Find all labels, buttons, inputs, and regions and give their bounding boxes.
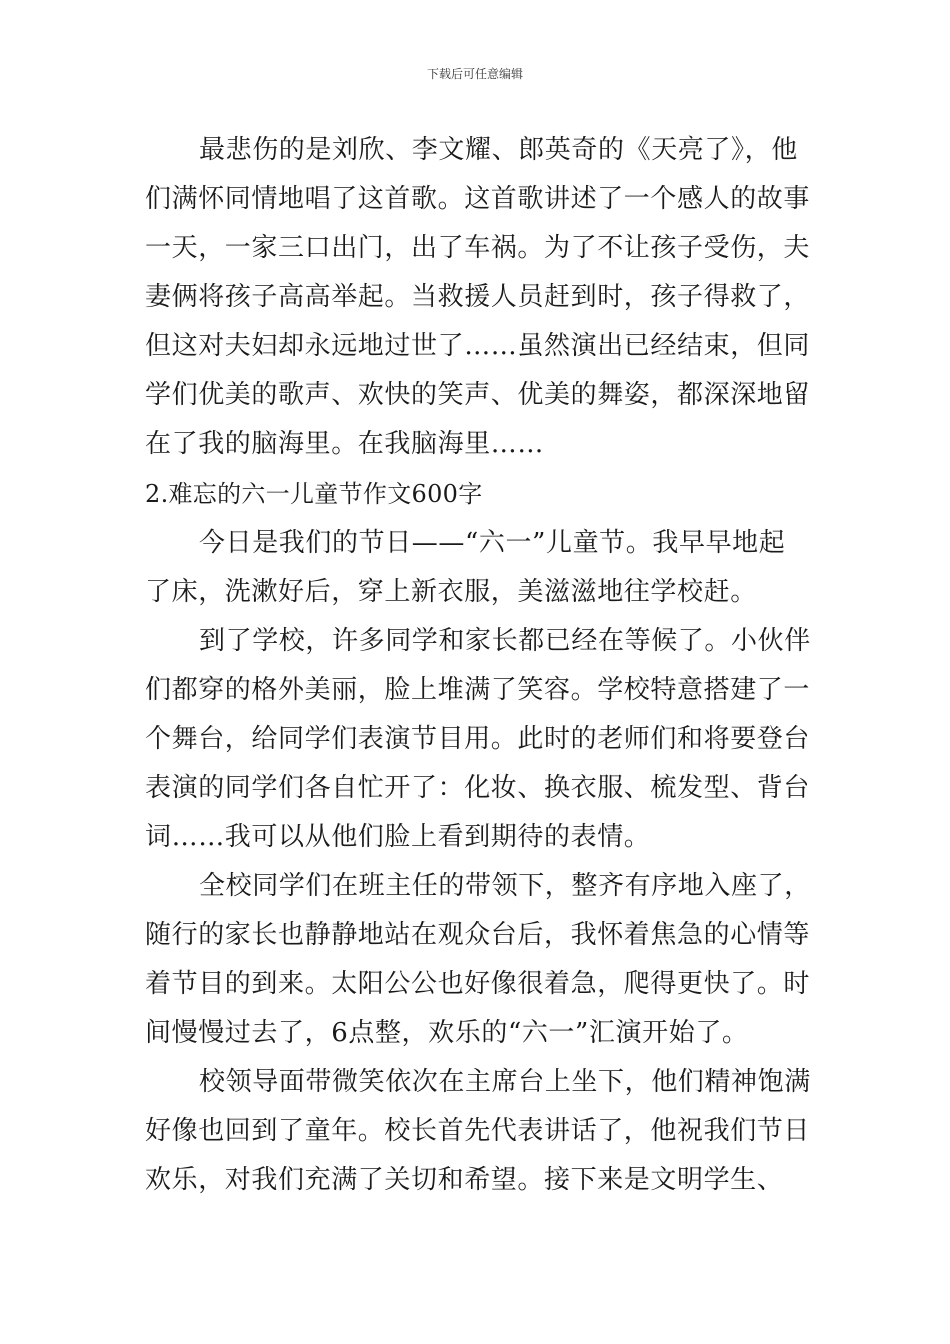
paragraph-line: 妻俩将孩子高高举起。当救援人员赶到时，孩子得救了， (145, 282, 811, 312)
paragraph-line: 但这对夫妇却永远地过世了……虽然演出已经结束，但同 (145, 331, 811, 361)
paragraph-line: 一天，一家三口出门，出了车祸。为了不让孩子受伤，夫 (145, 233, 811, 263)
paragraph-3 (145, 617, 810, 862)
paragraph-line: 在了我的脑海里。在我脑海里…… (145, 429, 545, 459)
paragraph-line: 着节目的到来。太阳公公也好像很着急，爬得更快了。时 (145, 969, 811, 999)
document-body (145, 126, 810, 1205)
paragraph-line: 们都穿的格外美丽，脸上堆满了笑容。学校特意搭建了一 (145, 675, 811, 705)
paragraph-line: 间慢慢过去了，6点整，欢乐的“六一”汇演开始了。 (145, 1018, 749, 1048)
paragraph-line: 学们优美的歌声、欢快的笑声、优美的舞姿，都深深地留 (145, 380, 811, 410)
paragraph-5 (145, 1058, 810, 1205)
paragraph-line: 好像也回到了童年。校长首先代表讲话了，他祝我们节日 (145, 1116, 811, 1146)
paragraph-line: 今日是我们的节日——“六一”儿童节。我早早地起 (199, 528, 786, 558)
paragraph-line: 最悲伤的是刘欣、李文耀、郎英奇的《天亮了》，他 (199, 135, 798, 165)
paragraph-line: 个舞台，给同学们表演节目用。此时的老师们和将要登台 (145, 724, 811, 754)
paragraph-line: 欢乐，对我们充满了关切和希望。接下来是文明学生、 (145, 1165, 784, 1195)
paragraph-line: 表演的同学们各自忙开了：化妆、换衣服、梳发型、背台 (145, 773, 811, 803)
paragraph-line: 们满怀同情地唱了这首歌。这首歌讲述了一个感人的故事 (145, 184, 811, 214)
paragraph-2 (145, 519, 810, 617)
page-header-note: 下载后可任意编辑 (426, 67, 523, 81)
paragraph-4 (145, 862, 810, 1058)
paragraph-line: 全校同学们在班主任的带领下，整齐有序地入座了， (199, 871, 811, 901)
paragraph-line: 词……我可以从他们脸上看到期待的表情。 (145, 822, 651, 852)
paragraph-1 (145, 126, 810, 469)
paragraph-line: 随行的家长也静静地站在观众台后，我怀着焦急的心情等 (145, 920, 811, 950)
paragraph-line: 了床，洗漱好后，穿上新衣服，美滋滋地往学校赶。 (145, 577, 757, 607)
paragraph-line: 到了学校，许多同学和家长都已经在等候了。小伙伴 (199, 626, 811, 656)
section-heading: 2.难忘的六一儿童节作文600字 (145, 480, 483, 508)
paragraph-line: 校领导面带微笑依次在主席台上坐下，他们精神饱满 (199, 1067, 811, 1097)
